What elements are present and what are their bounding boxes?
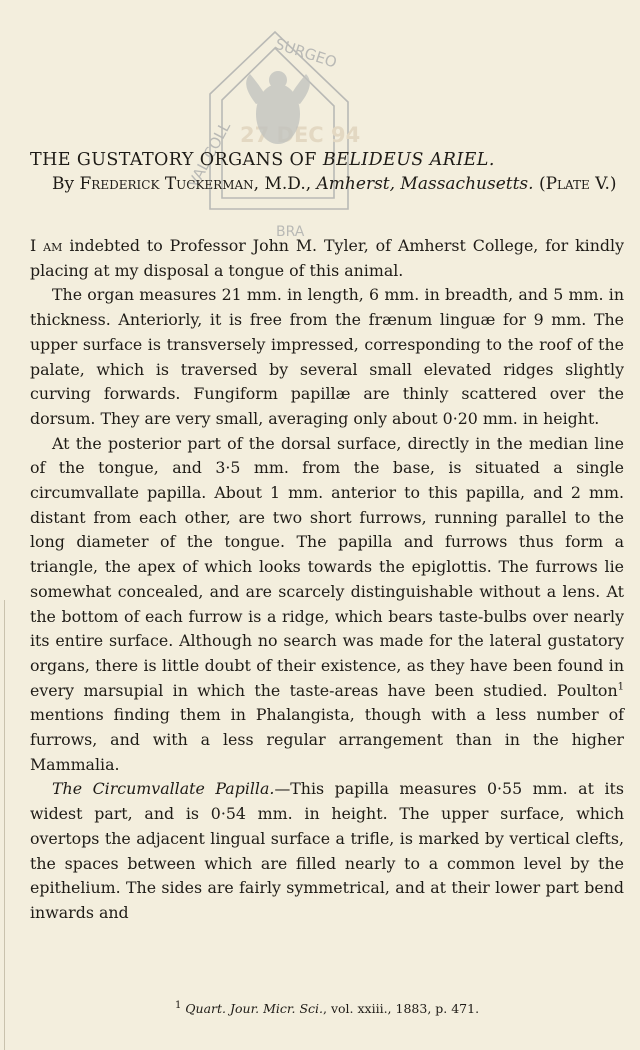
section-heading: The Circumvallate Papilla.	[52, 779, 275, 799]
footnote-journal: Quart. Jour. Micr. Sci.	[185, 1001, 324, 1016]
species-name: BELIDEUS ARIEL.	[322, 150, 495, 170]
article-body	[30, 234, 624, 926]
plate-reference: (Plate V.)	[533, 174, 617, 194]
footnote-reference[interactable]: 1	[617, 681, 624, 693]
author-name: Frederick Tuckerman	[79, 174, 254, 194]
stamp-date-text: 27 DEC 94	[240, 123, 361, 147]
byline: By Frederick Tuckerman, M.D., Amherst, Massachusetts. (Plate V.)	[52, 174, 617, 194]
paragraph-2: The organ measures 21 mm. in length, 6 mm. in breadth, and 5 mm. in thickness. Anteriorly, it is free from the frænum linguæ for 9 mm. The upper surface is transversely impressed, corresponding to the roof of the palate, which is traversed by several small elevated ridges slightly curving forwards. Fungiform papillæ are thinly scattered over the dorsum. They are very small, averaging only about 0·20 mm. in height.	[30, 285, 624, 428]
stamp-lower-text: BRA	[276, 224, 305, 240]
footnote: $^1$ Quart. Jour. Micr. Sci., vol. xxiii., 1883, p. 471.	[174, 999, 480, 1016]
paragraph-1: I am indebted to Professor John M. Tyler, of Amherst College, for kindly placing at my disposal a tongue of this animal.	[30, 236, 624, 280]
library-stamp	[170, 14, 380, 254]
scan-edge-line	[4, 600, 5, 1050]
stamp-top-text: SURGEO	[272, 34, 340, 72]
stamp-side-text: VAL COLL	[184, 118, 235, 191]
paragraph-3: At the posterior part of the dorsal surface, directly in the median line of the tongue, and 3·5 mm. from the base, is situated a single circumvallate papilla. About 1 mm. anterior to this papilla, and 2 mm. distant from each other, are two short furrows, running parallel to the long diameter of the tongue. The papilla and furrows thus form a triangle, the apex of which looks towards the epiglottis. The furrows lie somewhat concealed, and are scarcely distinguishable without a lens. At the bottom of each furrow is a ridge, which bears taste-bulbs over nearly its entire surface. Although no search was made for the lateral gustatory organs, there is little doubt of their existence, as they have been found in every marsupial in which the taste-areas have been studied. Poulton$^1$ mentions finding them in Phalangista, though with a less number of furrows, and with a less regular arrangement than in the higher Mammalia.	[30, 433, 624, 774]
article-header	[30, 148, 625, 196]
paragraph-4: The Circumvallate Papilla.—This papilla measures 0·55 mm. at its widest part, and is 0·54 mm. in height. The upper surface, which overtops the adjacent lingual surface a trifle, is marked by vertical clefts, the spaces between which are filled nearly to a common level by the epithelium. The sides are fairly symmetrical, and at their lower part bend inwards and	[30, 779, 624, 922]
author-affiliation: Amherst, Massachusetts.	[316, 174, 534, 194]
article-title: THE GUSTATORY ORGANS OF BELIDEUS ARIEL.	[30, 150, 495, 170]
